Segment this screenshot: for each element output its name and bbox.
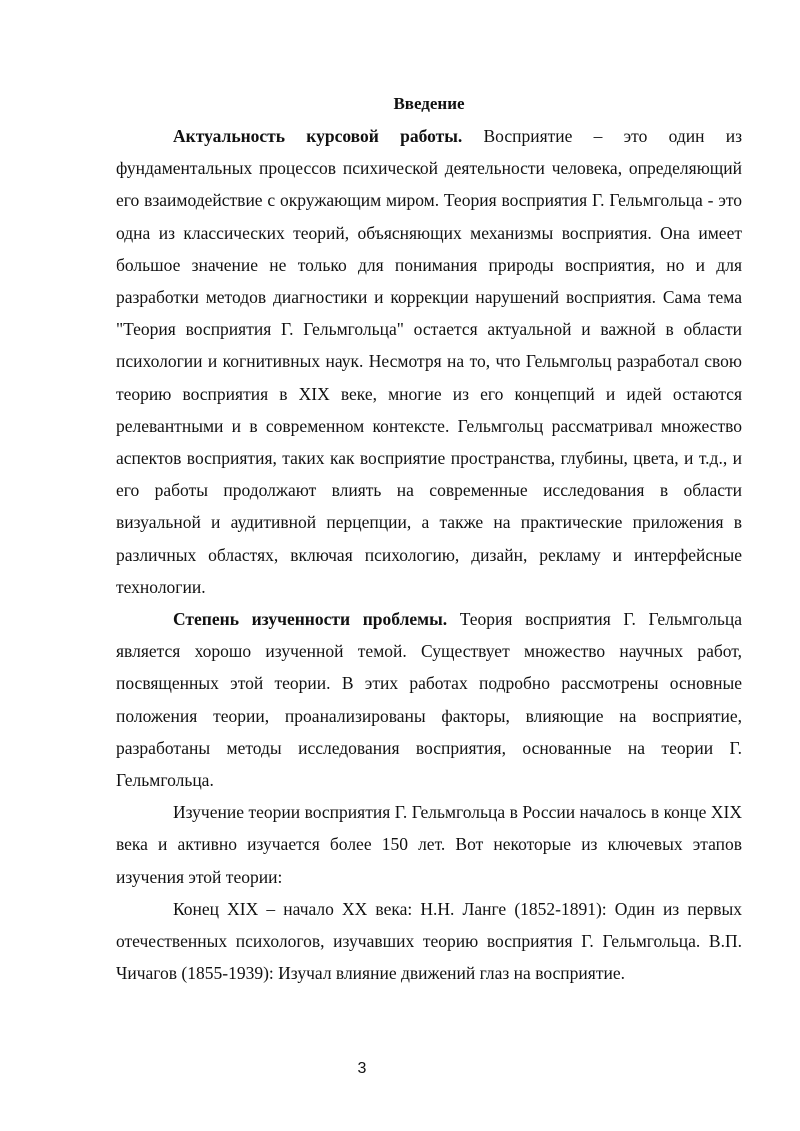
- paragraph-lead: Актуальность курсовой работы.: [173, 126, 463, 146]
- paragraph-text: Теория восприятия Г. Гельмгольца является хорошо изученной темой. Существует множество научных работ, посвященных этой теории. В этих работах подробно рассмотрены основные положения теории, проанализированы факторы, влияющие на восприятие, разработаны методы исследования восприятия, основанные на теории Г. Гельмгольца.: [116, 609, 742, 791]
- document-body: [116, 88, 742, 989]
- paragraph-lead: Степень изученности проблемы.: [173, 609, 448, 630]
- paragraph-stages: [116, 893, 742, 990]
- paragraph-study-degree: [116, 603, 742, 796]
- page-number: 3: [357, 1060, 367, 1077]
- paragraph-relevance: [116, 120, 742, 603]
- paragraph-russia-study: [116, 796, 742, 893]
- paragraph-text: Конец XIX – начало XX века: Н.Н. Ланге (1852-1891): Один из первых отечественных психологов, изучавших теорию восприятия Г. Гельмгольца. В.П. Чичагов (1855-1939): Изучал влияние движений глаз на восприятие.: [116, 898, 742, 984]
- section-heading: Введение: [393, 94, 465, 113]
- paragraph-text: Изучение теории восприятия Г. Гельмгольца в России началось в конце XIX века и активно изучается более 150 лет. Вот некоторые из ключевых этапов изучения этой теории:: [116, 802, 742, 887]
- paragraph-text: Восприятие – это один из фундаментальных процессов психической деятельности человека, определяющий его взаимодействие с окружающим миром. Теория восприятия Г. Гельмгольца - это одна из классических теорий, объясняющих механизмы восприятия. Она имеет большое значение не только для понимания природы восприятия, но и для разработки методов диагностики и коррекции нарушений восприятия. Сама тема "Теория восприятия Г. Гельмгольца" остается актуальной и важной в области психологии и когнитивных наук. Несмотря на то, что Гельмгольц разработал свою теорию восприятия в XIX веке, многие из его концепций и идей остаются релевантными и в современном контексте. Гельмгольц рассматривал множество аспектов восприятия, таких как восприятие пространства, глубины, цвета, и т.д., и его работы продолжают влиять на современные исследования в области визуальной и аудитивной перцепции, а также на практические приложения в различных областях, включая психологию, дизайн, рекламу и интерфейсные технологии.: [116, 126, 742, 597]
